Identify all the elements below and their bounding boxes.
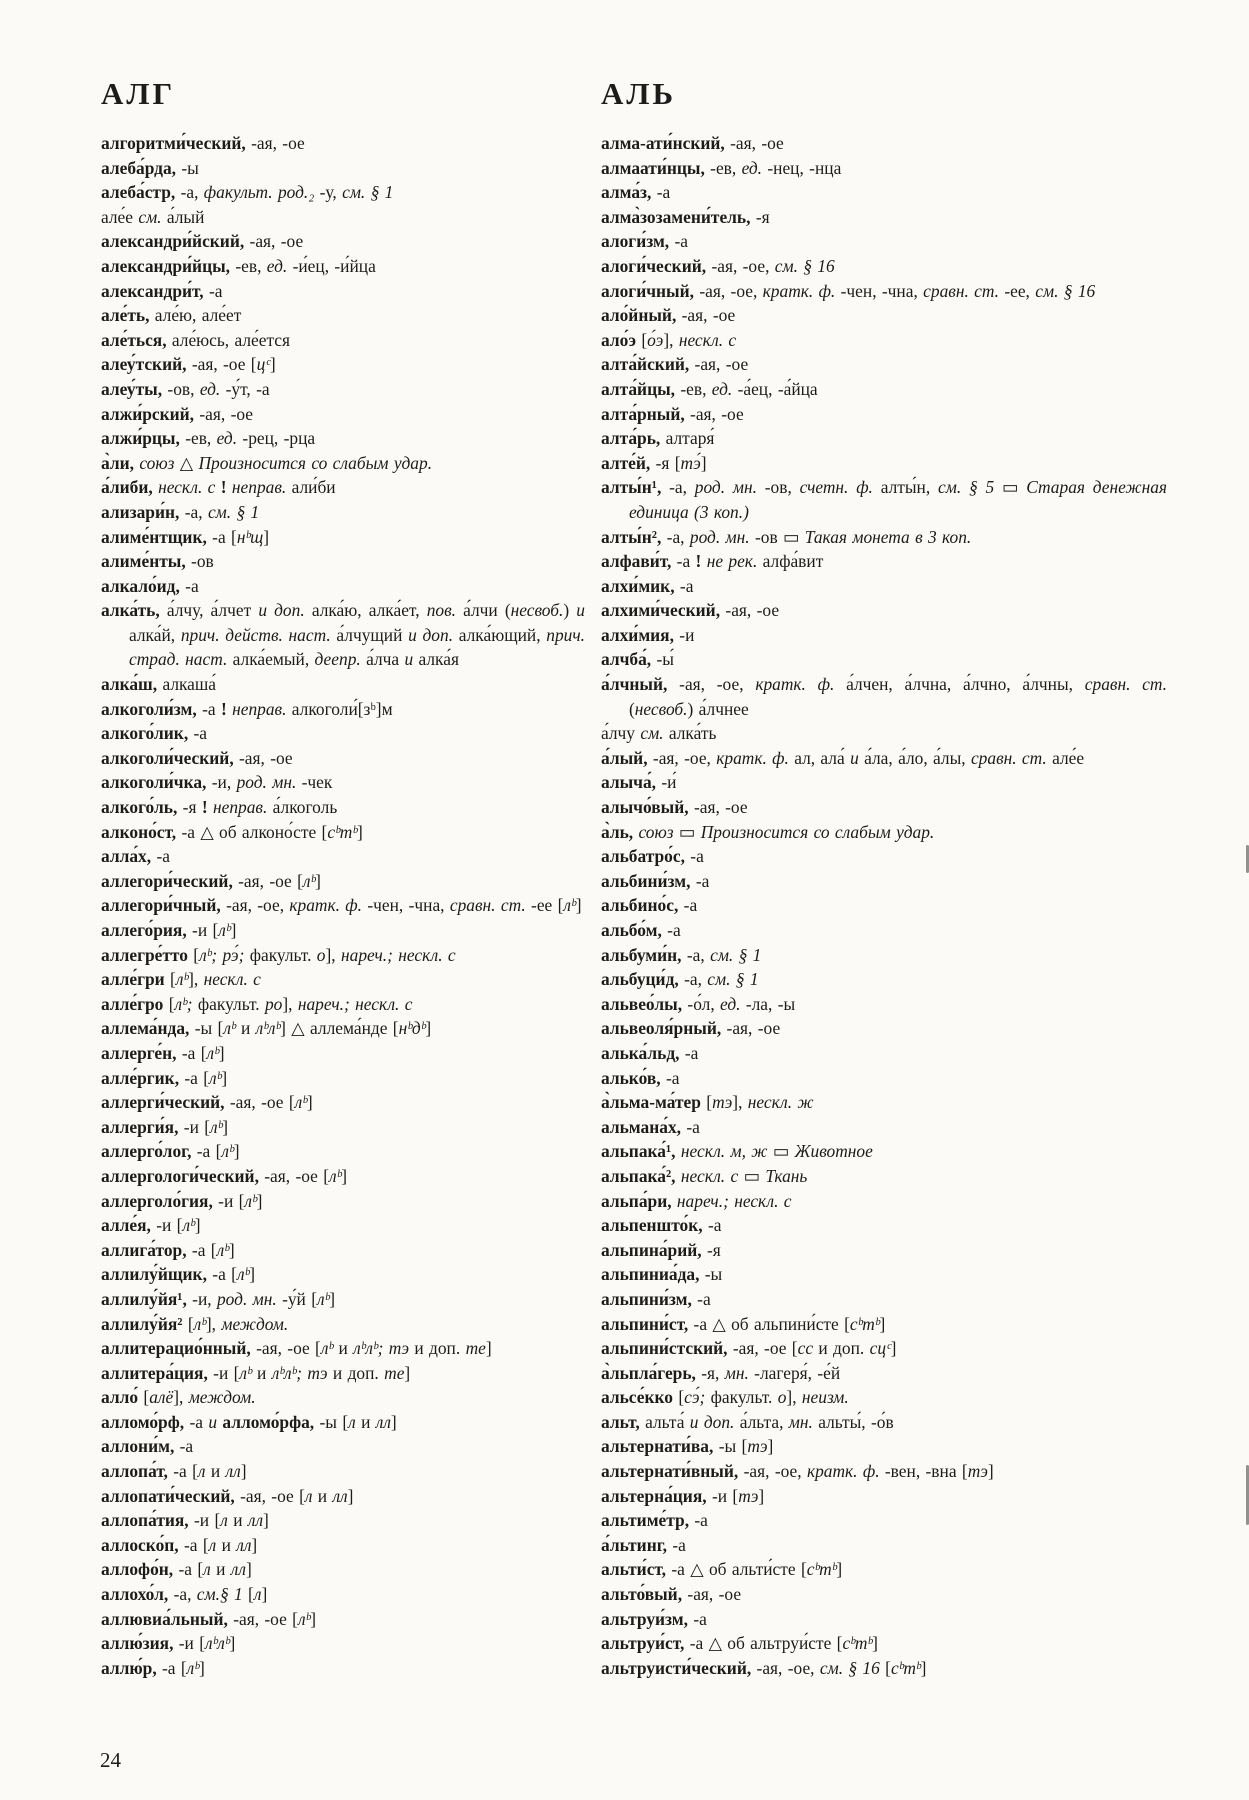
dictionary-entry: александри́т, -а [101,280,223,301]
dictionary-entry: а̀льма-ма́тер [тэ], нескл. ж [601,1092,814,1113]
dictionary-entry: але́ться, але́юсь, але́ется [101,329,291,350]
dictionary-entry: аллема́нда, -ы [лᵇ и лᵇлᵇ] △ аллема́нде [нᵇдᵇ] [101,1018,432,1039]
dictionary-entry: александри́йцы, -ев, ед. -и́ец, -и́йца [101,255,376,276]
dictionary-entry: аллю́зия, -и [лᵇлᵇ] [101,1633,236,1654]
dictionary-entry: альбино́с, -а [601,895,698,916]
dictionary-entry: альпа́ри, нареч.; нескл. с [601,1190,792,1211]
dictionary-entry: алле́я, -и [лᵇ] [101,1215,201,1236]
dictionary-entry: альпини́стский, -ая, -ое [сс и доп. сцᶜ] [601,1338,897,1359]
dictionary-entry: аллергологи́ческий, -ая, -ое [лᵇ] [101,1165,348,1186]
dictionary-entry: алма-ати́нский, -ая, -ое [601,133,784,153]
dictionary-entry: альтруисти́ческий, -ая, -ое, см. § 16 [сᵇтᵇ] [601,1657,927,1678]
dictionary-entry: альтиме́тр, -а [601,1510,708,1531]
dictionary-entry: ало́йный, -ая, -ое [601,305,736,326]
dictionary-entry: альпини́ст, -а △ об альпини́сте [сᵇтᵇ] [601,1313,886,1334]
dictionary-entry: альпина́рий, -я [601,1239,721,1260]
dictionary-entry: аллю́р, -а [лᵇ] [101,1657,205,1678]
dictionary-entry: аллилу́йщик, -а [лᵇ] [101,1264,255,1285]
dictionary-entry: альбо́м, -а [601,920,681,940]
entries-column-left [101,131,585,1731]
dictionary-entry: алыча́, -и́ [601,772,677,793]
dictionary-entry: аллилу́йя¹, -и, род. мн. -у́й [лᵇ] [101,1288,336,1309]
dictionary-entry: альбатро́с, -а [601,846,704,867]
dictionary-entry: алеу́ты, -ов, ед. -у́т, -а [101,378,270,399]
dictionary-entry: але́е см. а́лый [101,206,205,227]
dictionary-entry: альто́вый, -ая, -ое [601,1584,742,1605]
dictionary-entry: аллопа́т, -а [л и лл] [101,1461,247,1482]
dictionary-entry: аллига́тор, -а [лᵇ] [101,1239,235,1260]
dictionary-entry: алкоголи́ческий, -ая, -ое [101,747,293,768]
dictionary-entry: альтернати́вный, -ая, -ое, кратк. ф. -вен, -вна [тэ] [601,1461,994,1482]
dictionary-entry: альвео́лы, -о́л, ед. -ла, -ы [601,993,796,1014]
dictionary-entry: алле́гри [лᵇ], нескл. с [101,969,261,990]
dictionary-entry: аллерго́лог, -а [лᵇ] [101,1141,240,1162]
dictionary-entry: алхими́ческий, -ая, -ое [601,600,780,621]
dictionary-entry: але́ть, але́ю, але́ет [101,305,242,326]
dictionary-entry: алжи́рский, -ая, -ое [101,403,254,424]
dictionary-entry: алле́гро [лᵇ; факульт. ро], нареч.; нескл. с [101,993,413,1014]
dictionary-entry: а́лый, -ая, -ое, кратк. ф. ал, ала́ и а́ла, а́ло, а́лы, сравн. ст. але́е [601,747,1085,768]
dictionary-entry: алхи́мик, -а [601,575,694,596]
dictionary-entry: алте́й, -я [тэ́] [601,452,707,473]
dictionary-entry: аллопати́ческий, -ая, -ое [л и лл] [101,1485,354,1506]
dictionary-entry: ализари́н, -а, см. § 1 [101,501,260,522]
dictionary-entry: а́лчу см. алка́ть [601,723,717,744]
guide-word-left: АЛГ [101,76,176,111]
dictionary-entry: альтернати́ва, -ы [тэ] [601,1436,774,1457]
dictionary-entry: альсе́кко [сэ́; факульт. о], неизм. [601,1387,849,1408]
dictionary-entry: алты́н¹, -а, род. мн. -ов, счетн. ф. алты́н, см. § 5 ▭ Старая денежная единица (3 коп.) [601,477,1167,522]
dictionary-entry: алла́х, -а [101,846,170,867]
dictionary-entry: альбуци́д, -а, см. § 1 [601,969,759,990]
dictionary-entry: алконо́ст, -а △ об алконо́сте [сᵇтᵇ] [101,821,363,842]
dictionary-entry: аллилу́йя² [лᵇ], междом. [101,1313,289,1334]
dictionary-entry: алма́з, -а [601,182,671,203]
dictionary-entry: альвеоля́рный, -ая, -ое [601,1018,781,1039]
entries-column-right [601,131,1167,1731]
dictionary-entry: алломо́рф, -а и алломо́рфа, -ы [л и лл] [101,1411,397,1432]
dictionary-entry: аллитера́ция, -и [лᵇ и лᵇлᵇ; тэ и доп. те] [101,1362,411,1383]
dictionary-entry: алло́ [алё], междом. [101,1387,256,1408]
dictionary-entry: а̀ли, союз △ Произносится со слабым удар. [101,452,433,473]
dictionary-entry: аллегори́чный, -ая, -ое, кратк. ф. -чен, -чна, сравн. ст. -ее [лᵇ] [101,895,582,916]
dictionary-entry: алько́в, -а [601,1067,680,1088]
dictionary-entry: алкого́ль, -я ! неправ. а́лкоголь [101,797,338,818]
dictionary-entry: алта́рь, алтаря́ [601,428,715,449]
dictionary-entry: александри́йский, -ая, -ое [101,231,304,252]
dictionary-entry: алмаати́нцы, -ев, ед. -нец, -нца [601,157,842,178]
dictionary-entry: алиме́нты, -ов [101,551,214,572]
dictionary-entry: алка́ть, а́лчу, а́лчет и доп. алка́ю, алка́ет, пов. а́лчи (несвоб.) и алка́й, прич. действ. наст. а́лчущий и доп. алка́ющий, прич. страд. наст. алка́емый, деепр. а́лча и алка́я [101,600,585,670]
dictionary-entry: аллего́рия, -и [лᵇ] [101,920,237,940]
dictionary-entry: алкого́лик, -а [101,723,208,744]
dictionary-entry: алта́рный, -ая, -ое [601,403,744,424]
dictionary-entry: алле́ргик, -а [лᵇ] [101,1067,228,1088]
dictionary-entry: аллегори́ческий, -ая, -ое [лᵇ] [101,870,321,891]
dictionary-entry: алхи́мия, -и [601,624,695,645]
dictionary-entry: алиме́нтщик, -а [нᵇщ] [101,526,270,547]
dictionary-entry: аллоско́п, -а [л и лл] [101,1534,258,1555]
dictionary-entry: аллохо́л, -а, см.§ 1 [л] [101,1584,268,1605]
dictionary-entry: алкало́ид, -а [101,575,199,596]
dictionary-entry: алгоритми́ческий, -ая, -ое [101,133,305,153]
dictionary-entry: алоги́зм, -а [601,231,689,252]
dictionary-entry: алеба́рда, -ы [101,157,199,178]
dictionary-entry: аллегре́тто [лᵇ; рэ́; факульт. о], нареч.; нескл. с [101,944,456,965]
dictionary-entry: а́лчный, -ая, -ое, кратк. ф. а́лчен, а́лчна, а́лчно, а́лчны, сравн. ст. (несвоб.) а́лчнее [601,674,1167,719]
dictionary-entry: аллерголо́гия, -и [лᵇ] [101,1190,263,1211]
dictionary-entry: альмана́х, -а [601,1116,700,1137]
dictionary-entry: альпеншто́к, -а [601,1215,722,1236]
dictionary-entry: аллитерацио́нный, -ая, -ое [лᵇ и лᵇлᵇ; тэ и доп. те] [101,1338,492,1359]
dictionary-entry: алчба́, -ы́ [601,649,674,670]
dictionary-entry: а́льтинг, -а [601,1534,686,1555]
dictionary-entry: алфави́т, -а ! не рек. алфа́вит [601,551,824,572]
dictionary-entry: алма̀зозамени́тель, -я [601,206,770,227]
dictionary-entry: а̀льпла́герь, -я, мн. -лагеря́, -е́й [601,1362,841,1383]
dictionary-entry: алка́ш, алкаша́ [101,674,217,695]
dictionary-entry: алоги́ческий, -ая, -ое, см. § 16 [601,255,835,276]
dictionary-entry: альпини́зм, -а [601,1288,711,1309]
dictionary-entry: альти́ст, -а △ об альти́сте [сᵇтᵇ] [601,1559,843,1580]
dictionary-entry: алеба́стр, -а, факульт. род.₂ -у, см. § 1 [101,182,394,203]
dictionary-entry: алты́н², -а, род. мн. -ов ▭ Такая монета в 3 коп. [601,526,972,547]
dictionary-entry: альтруи́зм, -а [601,1608,707,1629]
dictionary-entry: алеу́тский, -ая, -ое [цᶜ] [101,354,276,375]
dictionary-entry: алта́йский, -ая, -ое [601,354,749,375]
dictionary-entry: альпака́², нескл. с ▭ Ткань [601,1165,808,1186]
dictionary-entry: аллофо́н, -а [л и лл] [101,1559,252,1580]
dictionary-entry: а̀ль, союз ▭ Произносится со слабым удар. [601,821,935,842]
dictionary-entry: аллювиа́льный, -ая, -ое [лᵇ] [101,1608,317,1629]
dictionary-entry: а́либи, нескл. с ! неправ. али́би [101,477,336,498]
dictionary-entry: алкоголи́чка, -и, род. мн. -чек [101,772,333,793]
dictionary-entry: аллерги́ческий, -ая, -ое [лᵇ] [101,1092,313,1113]
dictionary-entry: альбуми́н, -а, см. § 1 [601,944,762,965]
dictionary-entry: альпиниа́да, -ы [601,1264,723,1285]
dictionary-entry: алоги́чный, -ая, -ое, кратк. ф. -чен, -чна, сравн. ст. -ее, см. § 16 [601,280,1096,301]
dictionary-entry: альт, альта́ и доп. а́льта, мн. альты́, -о́в [601,1411,894,1432]
dictionary-entry: альтерна́ция, -и [тэ] [601,1485,765,1506]
dictionary-entry: аллерге́н, -а [лᵇ] [101,1042,225,1063]
dictionary-entry: аллопа́тия, -и [л и лл] [101,1510,269,1531]
dictionary-entry: альтруи́ст, -а △ об альтруи́сте [сᵇтᵇ] [601,1633,878,1654]
dictionary-entry: ало́э [о́э], нескл. с [601,329,737,350]
dictionary-entry: алжи́рцы, -ев, ед. -рец, -рца [101,428,316,449]
dictionary-entry: аллони́м, -а [101,1436,194,1457]
dictionary-entry: алычо́вый, -ая, -ое [601,797,748,818]
dictionary-entry: алта́йцы, -ев, ед. -а́ец, -а́йца [601,378,818,399]
dictionary-entry: алкоголи́зм, -а ! неправ. алкоголи́[зᵇ]м [101,698,393,719]
dictionary-entry: альбини́зм, -а [601,870,710,891]
dictionary-entry: аллерги́я, -и [лᵇ] [101,1116,229,1137]
page-number: 24 [100,1748,121,1772]
dictionary-entry: алька́льд, -а [601,1042,699,1063]
dictionary-entry: альпака́¹, нескл. м, ж ▭ Животное [601,1141,873,1162]
guide-word-right: АЛЬ [601,76,676,111]
